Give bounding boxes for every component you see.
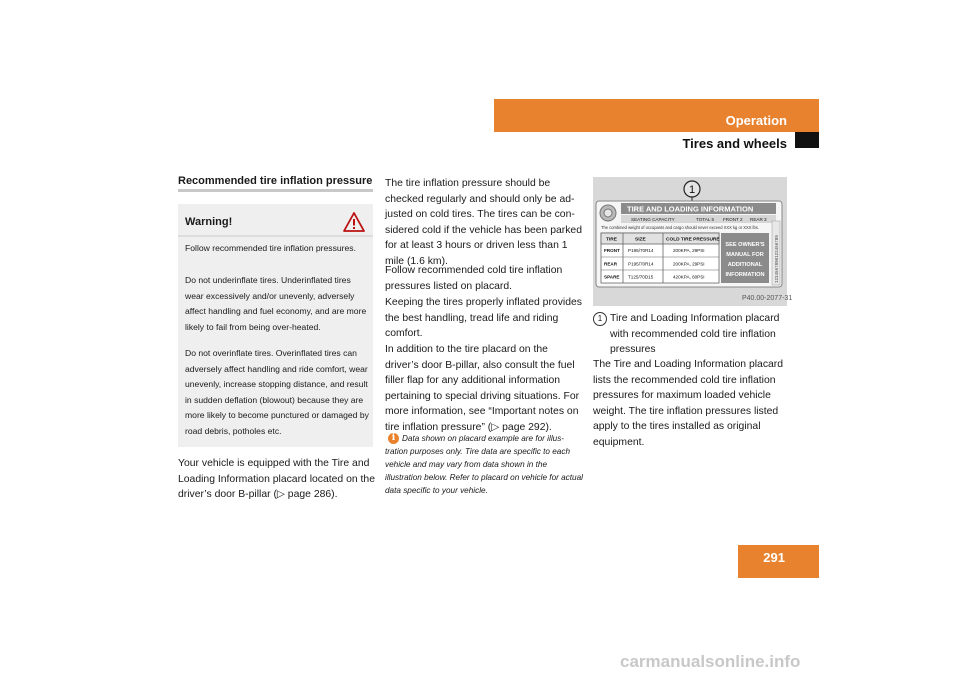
seating-label: SEATING CAPACITY — [631, 217, 675, 222]
table-header: TIRE — [606, 237, 617, 243]
body-paragraph: In addition to the tire placard on the driver’s door B-pillar, also consult the fuel filler flap for any additional information pertaining to special driving situations. For more information, see “Important notes on tire inflation pressure” (▷ page 292). — [385, 344, 580, 433]
placard-title: TIRE AND LOADING INFORMATION — [627, 204, 754, 214]
manual-note: ADDITIONAL — [727, 262, 763, 268]
placard-figure — [593, 177, 787, 306]
table-cell: 420KPA, 60PSI — [673, 274, 705, 280]
page-title: Recommended tire inflation pressure — [178, 175, 373, 187]
warning-text: Follow recommended tire inflation pressures. — [185, 243, 356, 253]
info-note: Data shown on placard example are for illus-tration purposes only. Tire data are specific to each vehicle and may vary from data shown in the illustration below. Refer to placard on vehicle for actual data specific to your vehicle. — [385, 434, 583, 495]
manual-note: MANUAL FOR — [726, 252, 764, 258]
table-cell: 200KPA, 29PSI — [673, 261, 705, 267]
title-divider — [178, 189, 373, 192]
subsection-title: Tires and wheels — [682, 136, 787, 151]
figure-id: P40.00-2077-31 — [742, 295, 793, 302]
table-header: COLD TIRE PRESSURE — [666, 237, 720, 243]
table-header: SIZE — [635, 237, 646, 243]
table-cell: 200KPA, 29PSI — [673, 248, 705, 253]
header-marker — [795, 132, 819, 148]
seating-cell: FRONT 2 — [723, 217, 743, 222]
manual-note: INFORMATION — [725, 272, 765, 278]
side-code: 1234567890123456789 — [776, 235, 780, 283]
weight-line: The combined weight of occupants and cargo should never exceed XXX kg or XXX lbs. — [601, 225, 759, 230]
info-icon: i — [388, 433, 399, 444]
body-paragraph: The Tire and Loading Information placard lists the recommended cold tire inflation pressures for maximum loaded vehicle weight. The tire inflation pressures listed apply to the tires installed as original equipment. — [593, 359, 784, 448]
body-paragraph: Keeping the tires properly inflated provides the best handling, tread life and riding comfort. — [385, 297, 582, 340]
table-cell: SPARE — [604, 274, 620, 280]
table-cell: P195/70R14 — [628, 261, 654, 267]
body-paragraph: Follow recommended cold tire inflation pressures listed on placard. — [385, 265, 563, 292]
placard-illustration — [593, 177, 787, 306]
table-cell: P195/70R14 — [628, 248, 654, 253]
manual-note: SEE OWNER'S — [725, 242, 765, 248]
table-cell: REAR — [604, 261, 618, 267]
warning-divider — [178, 235, 373, 237]
table-cell: FRONT — [604, 248, 620, 253]
seating-cell: TOTAL 5 — [696, 217, 715, 222]
warning-label: Warning! — [185, 216, 233, 228]
page-number: 291 — [763, 550, 785, 565]
section-title: Operation — [725, 113, 787, 128]
warning-text: Do not overinflate tires. Overinflated tires can adversely affect handling and ride comfort, wear unevenly, increase stopping distance, and result in sudden deflation (blowout) because they are more likely to become punctured or damaged by road debris, potholes etc. — [185, 348, 369, 436]
callout-number: 1 — [688, 184, 696, 196]
warning-triangle-icon — [343, 212, 365, 232]
body-paragraph: Your vehicle is equipped with the Tire and Loading Information placard located on the driver’s door B-pillar (▷ page 286). — [178, 458, 375, 501]
watermark: carmanualsonline.info — [620, 652, 801, 671]
caption-number: 1 — [593, 312, 607, 326]
body-paragraph: The tire inflation pressure should be checked regularly and should only be ad-justed on cold tires. The tires can be con-sidered cold if the vehicle has been parked for at least 3 hours or driven less than 1 mile (1.6 km). — [385, 178, 582, 267]
table-cell: T125/70D15 — [628, 274, 654, 280]
seating-cell: REAR 3 — [750, 217, 767, 222]
warning-text: Do not underinflate tires. Underinflated tires wear excessively and/or unevenly, adversely affect handling and fuel economy, and are more likely to fail from being over-heated. — [185, 275, 367, 332]
figure-caption: Tire and Loading Information placard with recommended cold tire inflation pressures — [610, 313, 780, 356]
